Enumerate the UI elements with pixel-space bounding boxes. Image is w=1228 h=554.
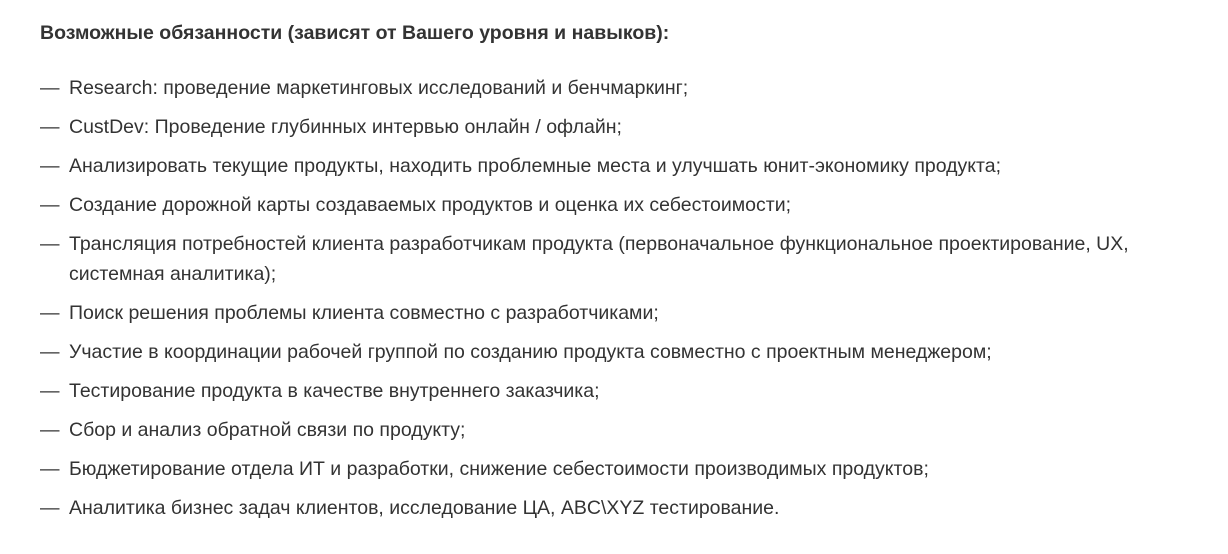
list-item-text: Создание дорожной карты создаваемых продуктов и оценка их себестоимости; xyxy=(69,194,792,216)
list-item-text: Research: проведение маркетинговых исследований и бенчмаркинг; xyxy=(69,77,689,99)
list-item xyxy=(40,190,1215,220)
list-item-text: Анализировать текущие продукты, находить проблемные места и улучшать юнит-экономику продукта; xyxy=(69,155,1002,177)
list-item-text: Аналитика бизнес задач клиентов, исследование ЦА, ABC\XYZ тестирование. xyxy=(69,497,780,519)
list-item xyxy=(40,493,1215,523)
dash-bullet: — xyxy=(40,77,60,99)
section-heading: Возможные обязанности (зависят от Вашего уровня и навыков): xyxy=(40,22,670,44)
list-item-text: Бюджетирование отдела ИТ и разработки, снижение себестоимости производимых продуктов; xyxy=(69,458,929,480)
list-item xyxy=(40,73,1215,103)
list-item xyxy=(40,454,1215,484)
dash-bullet: — xyxy=(40,380,60,402)
dash-bullet: — xyxy=(40,194,60,216)
list-item xyxy=(40,229,1215,289)
dash-bullet: — xyxy=(40,497,60,519)
list-item-text: Участие в координации рабочей группой по созданию продукта совместно с проектным менеджером; xyxy=(69,341,992,363)
list-item-text: Тестирование продукта в качестве внутреннего заказчика; xyxy=(69,380,600,402)
dash-bullet: — xyxy=(40,419,60,441)
responsibilities-section xyxy=(40,18,1215,523)
list-item xyxy=(40,298,1215,328)
list-item-text: Трансляция потребностей клиента разработчикам продукта (первоначальное функциональное проектирование, UX, системная аналитика); xyxy=(69,233,1129,285)
dash-bullet: — xyxy=(40,302,60,324)
dash-bullet: — xyxy=(40,458,60,480)
list-item xyxy=(40,151,1215,181)
list-item xyxy=(40,415,1215,445)
list-item-text: Поиск решения проблемы клиента совместно с разработчиками; xyxy=(69,302,659,324)
list-item-text: Сбор и анализ обратной связи по продукту; xyxy=(69,419,466,441)
dash-bullet: — xyxy=(40,233,60,255)
dash-bullet: — xyxy=(40,116,60,138)
list-item xyxy=(40,112,1215,142)
list-item xyxy=(40,376,1215,406)
list-item xyxy=(40,337,1215,367)
list-item-text: CustDev: Проведение глубинных интервью онлайн / офлайн; xyxy=(69,116,622,138)
dash-bullet: — xyxy=(40,341,60,363)
responsibilities-list xyxy=(40,73,1215,523)
dash-bullet: — xyxy=(40,155,60,177)
